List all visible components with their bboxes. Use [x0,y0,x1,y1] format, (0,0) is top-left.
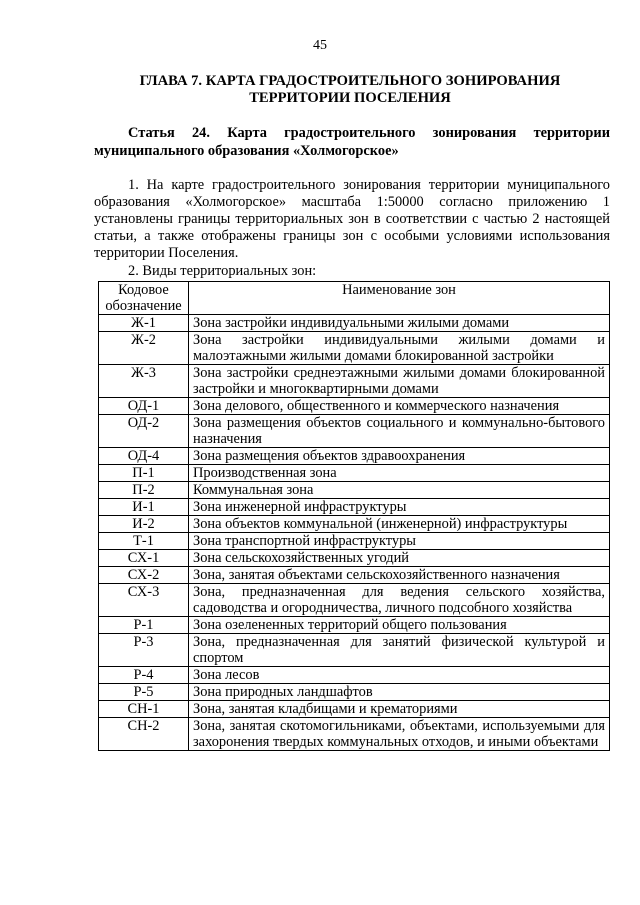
zone-name: Зона, занятая объектами сельскохозяйственного назначения [189,567,610,584]
zones-table [98,281,610,751]
table-row [99,567,610,584]
zone-name: Зона, занятая скотомогильниками, объектами, используемыми для захоронения твердых коммунальных отходов, и иными объектами [189,718,610,751]
zone-code: Р-3 [99,634,189,667]
zone-code: Т-1 [99,533,189,550]
zone-name: Зона застройки среднеэтажными жилыми домами блокированной застройки и многоквартирными домами [189,365,610,398]
table-row [99,482,610,499]
table-row [99,701,610,718]
table-row [99,684,610,701]
zone-name: Зона транспортной инфраструктуры [189,533,610,550]
zone-name: Зона инженерной инфраструктуры [189,499,610,516]
zone-name: Зона озелененных территорий общего пользования [189,617,610,634]
table-row [99,315,610,332]
zone-code: ОД-2 [99,415,189,448]
zone-code: П-2 [99,482,189,499]
zone-code: СХ-2 [99,567,189,584]
zone-code: ОД-1 [99,398,189,415]
table-row [99,415,610,448]
zone-code: И-2 [99,516,189,533]
table-row [99,365,610,398]
zone-name: Коммунальная зона [189,482,610,499]
zone-name: Зона, предназначенная для ведения сельского хозяйства, садоводства и огородничества, личного подсобного хозяйства [189,584,610,617]
zone-code: Ж-2 [99,332,189,365]
table-row [99,448,610,465]
zone-code: СН-1 [99,701,189,718]
table-row [99,584,610,617]
zone-name: Производственная зона [189,465,610,482]
table-row [99,398,610,415]
zone-name: Зона застройки индивидуальными жилыми домами [189,315,610,332]
zone-code: СХ-1 [99,550,189,567]
table-row [99,499,610,516]
article-title [94,124,610,160]
table-row [99,667,610,684]
zone-name: Зона размещения объектов социального и коммунально-бытового назначения [189,415,610,448]
zone-name: Зона делового, общественного и коммерческого назначения [189,398,610,415]
table-row [99,617,610,634]
zone-name: Зона сельскохозяйственных угодий [189,550,610,567]
header-code: Кодовое обозначение [99,282,189,315]
zone-code: П-1 [99,465,189,482]
zone-name: Зона объектов коммунальной (инженерной) инфраструктуры [189,516,610,533]
paragraph-2: 2. Виды территориальных зон: [128,263,317,279]
table-header-row [99,282,610,315]
table-row [99,550,610,567]
zone-name: Зона размещения объектов здравоохранения [189,448,610,465]
zone-code: Р-1 [99,617,189,634]
table-row [99,718,610,751]
zone-code: СХ-3 [99,584,189,617]
zone-code: И-1 [99,499,189,516]
zone-code: Ж-1 [99,315,189,332]
zones-table-body [99,315,610,751]
table-row [99,533,610,550]
table-row [99,332,610,365]
zone-name: Зона застройки индивидуальными жилыми домами и малоэтажными жилыми домами блокированной застройки [189,332,610,365]
table-row [99,516,610,533]
zone-code: Р-5 [99,684,189,701]
chapter-title: ГЛАВА 7. КАРТА ГРАДОСТРОИТЕЛЬНОГО ЗОНИРОВАНИЯ ТЕРРИТОРИИ ПОСЕЛЕНИЯ [139,73,561,106]
zone-name: Зона, занятая кладбищами и крематориями [189,701,610,718]
zone-code: СН-2 [99,718,189,751]
zone-code: ОД-4 [99,448,189,465]
zone-name: Зона природных ландшафтов [189,684,610,701]
zone-code: Ж-3 [99,365,189,398]
table-row [99,465,610,482]
zone-name: Зона, предназначенная для занятий физической культурой и спортом [189,634,610,667]
article-title-text: Статья 24. Карта градостроительного зонирования территории муниципального образования «Холмогорское» [94,125,610,159]
header-name: Наименование зон [189,282,610,315]
zone-code: Р-4 [99,667,189,684]
paragraph-1: 1. На карте градостроительного зонирования территории муниципального образования «Холмогорское» масштаба 1:50000 согласно приложению 1 установлены границы территориальных зон в соответствии с частью 2 настоящей статьи, а также отображены границы зон с особыми условиями использования территории Поселения. [94,177,610,261]
zone-name: Зона лесов [189,667,610,684]
table-row [99,634,610,667]
page-number: 45 [313,38,327,53]
